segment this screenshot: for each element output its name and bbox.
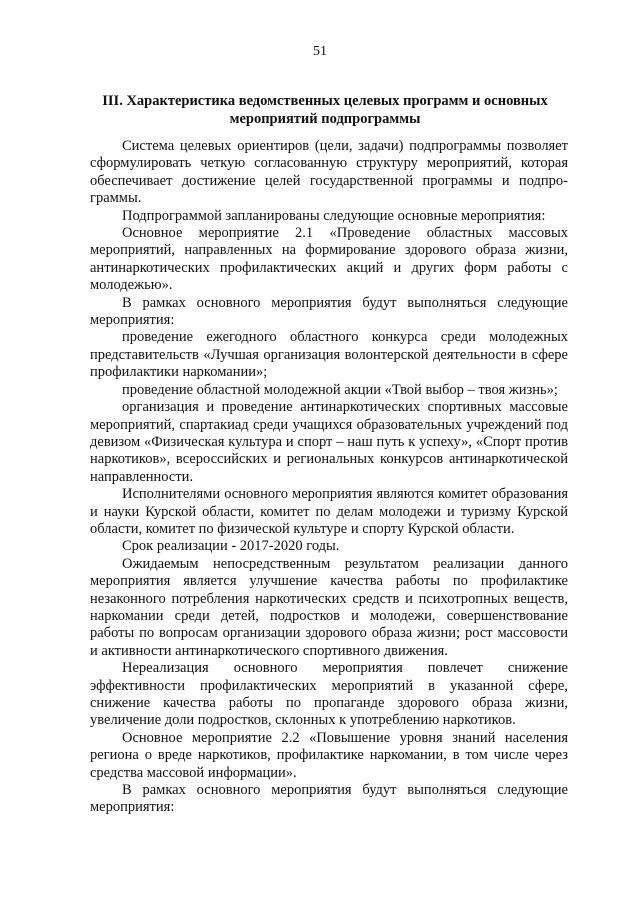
paragraph: Основное мероприятие 2.2 «Повышение уровня знаний населения региона о вреде наркотиков, профилактике наркомании, в том числе через средства массовой информации».	[90, 729, 568, 781]
paragraph: Нереализация основного мероприятия повлечет снижение эффективности профилактических мероприятий в указанной сфере, снижение качества работы по пропаганде здорового образа жизни, увеличение доли подростков, склонных к употреблению наркотиков.	[90, 660, 568, 729]
paragraph: Система целевых ориентиров (цели, задачи) подпрограммы позволяет сформулировать четкую согласованную структуру мероприятий, которая обеспечивает достижение целей государственной программы и подпро-граммы.	[90, 138, 568, 207]
paragraph: проведение областной молодежной акции «Твой выбор – твоя жизнь»;	[122, 381, 558, 398]
paragraph: организация и проведение антинаркотических спортивных массовые мероприятий, спартакиад среди учащихся образовательных учреждений под девизом «Физическая культура и спорт – наш путь к успеху», «Спорт против наркотиков», всероссийских и региональных конкурсов антинаркотической направленности.	[90, 399, 568, 485]
section-heading: III. Характеристика ведомственных целевых программ и основных мероприятий подпрограммы	[102, 93, 548, 127]
paragraph: Ожидаемым непосредственным результатом реализации данного мероприятия является улучшение качества работы по профилактике незаконного потребления наркотических средств и психотропных веществ, наркомании среди детей, подростков и молодежи, совершенствование работы по вопросам организации здорового образа жизни; рост массовости и активности антинаркотического спортивного движения.	[90, 555, 568, 659]
body-text	[90, 138, 568, 817]
paragraph: Исполнителями основного мероприятия являются комитет образования и науки Курской области, комитет по делам молодежи и туризму Курской области, комитет по физической культуре и спорту Курской области.	[90, 486, 568, 537]
paragraph: Срок реализации - 2017-2020 годы.	[122, 538, 340, 555]
paragraph: проведение ежегодного областного конкурса среди молодежных представительств «Лучшая организация волонтерской деятельности в сфере профилактики наркомании»;	[90, 329, 568, 381]
page-number: 51	[313, 44, 327, 59]
paragraph: Подпрограммой запланированы следующие основные мероприятия:	[122, 207, 546, 224]
paragraph: Основное мероприятие 2.1 «Проведение областных массовых мероприятий, направленных на формирование здорового образа жизни, антинаркотических профилактических акций и других форм работы с молодежью».	[90, 225, 568, 294]
paragraph: В рамках основного мероприятия будут выполняться следующие мероприятия:	[90, 294, 568, 329]
paragraph: В рамках основного мероприятия будут выполняться следующие мероприятия:	[90, 782, 568, 816]
